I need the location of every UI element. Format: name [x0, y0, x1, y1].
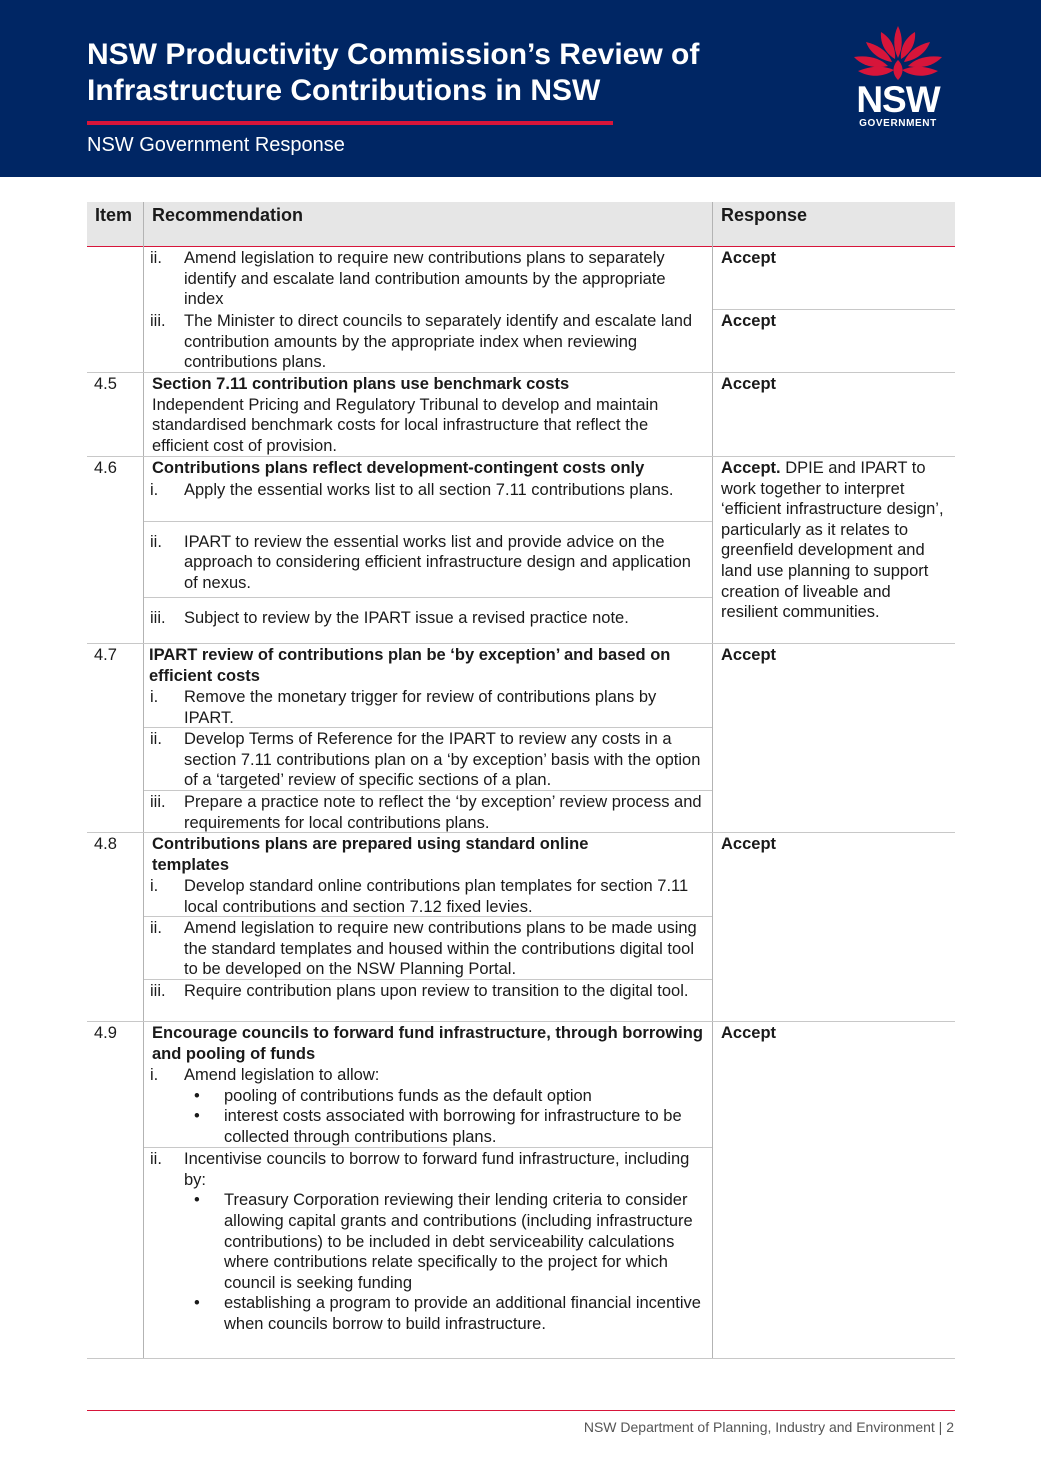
recommendations-table — [87, 202, 955, 1359]
sub-text: Subject to review by the IPART issue a revised practice note. — [184, 608, 629, 627]
recommendation-title: IPART review of contributions plan be ‘by exception’ and based on efficient costs — [149, 646, 671, 685]
sub-text: Apply the essential works list to all section 7.11 contributions plans. — [184, 480, 674, 499]
response-cell: Accept. DPIE and IPART to work together to interpret ‘efficient infrastructure design’, particularly as it relates to greenfield development and land use planning to support creation of liveable and resilient communities. — [721, 459, 944, 622]
sub-recommendation — [144, 791, 712, 833]
sub-recommendation — [144, 917, 712, 980]
sub-recommendation — [144, 598, 712, 629]
sub-text: Amend legislation to require new contributions plans to separately identify and escalate land contribution amounts by the appropriate index — [184, 249, 666, 309]
recommendation-title: Contributions plans are prepared using standard online templates — [152, 835, 589, 874]
sub-recommendation — [144, 479, 712, 522]
bullet-item: • interest costs associated with borrowing for infrastructure to be collected through contributions plans. — [144, 1106, 706, 1147]
sub-number: ii. — [150, 730, 162, 749]
item-cell — [87, 247, 144, 310]
sub-number: ii. — [150, 1150, 162, 1169]
recommendation-cell — [144, 1022, 713, 1358]
sub-recommendation — [144, 686, 712, 728]
recommendation-title: Section 7.11 contribution plans use benchmark costs — [152, 375, 570, 393]
sub-number: iii. — [150, 312, 166, 330]
waratah-icon — [848, 24, 948, 82]
sub-number: iii. — [150, 793, 166, 812]
response-cell: Accept — [721, 1024, 777, 1042]
sub-text: Amend legislation to require new contributions plans to be made using the standard templates and housed within the contributions digital tool to be developed on the NSW Planning Portal. — [184, 919, 697, 979]
item-cell: 4.8 — [87, 833, 144, 1021]
sub-recommendation — [144, 1064, 712, 1148]
table-row — [87, 373, 955, 457]
recommendation-cell — [144, 247, 713, 310]
sub-number: i. — [150, 877, 159, 896]
item-cell: 4.7 — [87, 644, 144, 832]
document-title: NSW Productivity Commission’s Review of Infrastructure Contributions in NSW — [87, 38, 700, 107]
sub-number: i. — [150, 688, 159, 707]
response-cell: Accept — [721, 646, 777, 664]
sub-recommendation — [144, 728, 712, 791]
recommendation-title: Contributions plans reflect development-contingent costs only — [152, 459, 645, 477]
sub-recommendation — [144, 875, 712, 917]
bullet-icon: • — [194, 1107, 200, 1126]
sub-recommendation — [144, 1148, 712, 1334]
recommendation-cell — [144, 644, 713, 832]
table-row — [87, 457, 955, 644]
bullet-icon: • — [194, 1294, 200, 1313]
logo-wordmark: NSW — [856, 79, 940, 120]
recommendation-cell — [144, 310, 713, 372]
sub-recommendation — [144, 980, 712, 1002]
item-cell — [87, 310, 144, 372]
sub-text: Amend legislation to allow: — [184, 1066, 380, 1085]
column-divider — [143, 202, 144, 247]
sub-text: Incentivise councils to borrow to forward fund infrastructure, including by: — [184, 1150, 690, 1189]
sub-text: IPART to review the essential works list and provide advice on the approach to considering efficient infrastructure design and application of nexus. — [184, 532, 691, 592]
document-subtitle: NSW Government Response — [87, 134, 345, 156]
recommendation-title: Encourage councils to forward fund infrastructure, through borrowing and pooling of funds — [152, 1024, 703, 1063]
table-row — [87, 644, 955, 833]
table-row — [87, 310, 955, 373]
sub-text: Remove the monetary trigger for review of contributions plans by IPART. — [184, 688, 657, 727]
recommendation-cell — [144, 457, 713, 643]
sub-number: ii. — [150, 532, 162, 551]
table-row — [87, 247, 955, 310]
response-cell: Accept — [721, 312, 777, 330]
bullet-item: • Treasury Corporation reviewing their lending criteria to consider allowing capital grants and contributions (including infrastructure contributions) to be included in debt serviceability calculations where contributions relate specifically to the project for which council is seeking funding — [144, 1190, 706, 1293]
sub-number: iii. — [150, 982, 166, 1001]
page-footer: NSW Department of Planning, Industry and Environment | 2 — [583, 1419, 954, 1435]
sub-recommendation — [144, 247, 712, 310]
title-underline — [87, 121, 613, 125]
table-row — [87, 833, 955, 1022]
sub-number: i. — [150, 480, 159, 499]
logo-subtext: GOVERNMENT — [859, 118, 937, 129]
page-header — [0, 0, 1041, 177]
header-response: Response — [721, 205, 808, 225]
recommendation-cell — [144, 833, 713, 1021]
bullet-item: • establishing a program to provide an additional financial incentive when councils borrow to build infrastructure. — [144, 1293, 706, 1334]
header-recommendation: Recommendation — [152, 205, 304, 225]
column-divider — [712, 202, 713, 247]
response-cell: Accept — [721, 835, 777, 853]
sub-number: ii. — [150, 249, 162, 267]
footer-divider — [87, 1410, 955, 1411]
table-header-row — [87, 202, 955, 247]
sub-recommendation — [144, 522, 712, 598]
nsw-government-logo — [848, 24, 948, 130]
bullet-icon: • — [194, 1191, 200, 1210]
table-row — [87, 1022, 955, 1359]
sub-text: The Minister to direct councils to separately identify and escalate land contribution amounts by the appropriate index when reviewing contributions plans. — [184, 312, 693, 372]
response-cell: Accept — [713, 247, 955, 310]
header-item: Item — [95, 205, 133, 225]
recommendation-cell — [144, 373, 713, 456]
recommendation-text: Independent Pricing and Regulatory Tribunal to develop and maintain standardised benchmark costs for local infrastructure that reflect the efficient cost of provision. — [152, 395, 659, 455]
item-cell: 4.5 — [87, 373, 144, 456]
sub-text: Develop Terms of Reference for the IPART to review any costs in a section 7.11 contributions plan on a ‘by exception’ basis with the option of a ‘targeted’ review of specific sections of a plan. — [184, 730, 701, 790]
bullet-item: • pooling of contributions funds as the default option — [144, 1086, 706, 1107]
sub-recommendation — [144, 310, 712, 372]
sub-number: i. — [150, 1066, 159, 1085]
sub-number: ii. — [150, 919, 162, 938]
sub-number: iii. — [150, 608, 166, 627]
sub-text: Develop standard online contributions plan templates for section 7.11 local contributions and section 7.12 fixed levies. — [184, 877, 689, 916]
sub-text: Prepare a practice note to reflect the ‘by exception’ review process and requirements for local contributions plans. — [184, 793, 702, 832]
item-cell: 4.6 — [87, 457, 144, 643]
item-cell: 4.9 — [87, 1022, 144, 1358]
bullet-icon: • — [194, 1086, 200, 1105]
response-cell: Accept — [721, 375, 777, 393]
sub-text: Require contribution plans upon review to transition to the digital tool. — [184, 982, 689, 1001]
